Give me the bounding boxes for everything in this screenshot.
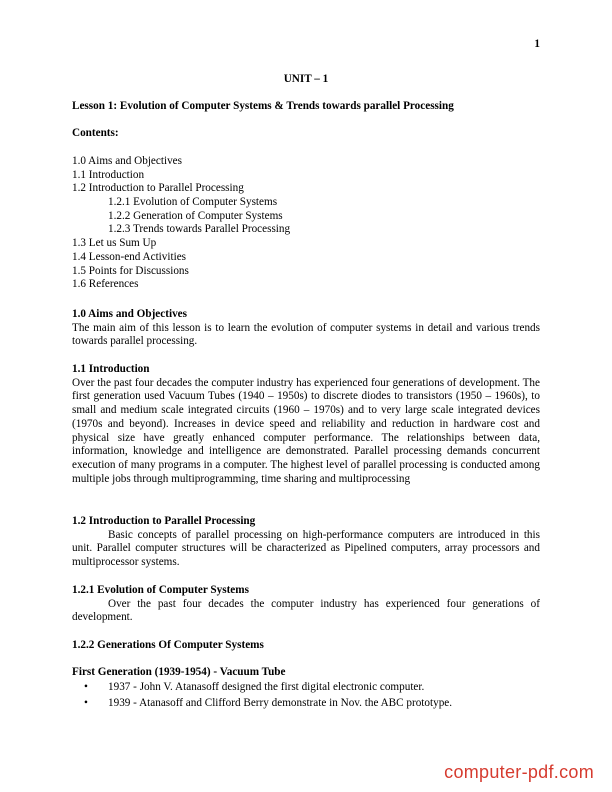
toc-item: 1.6 References xyxy=(72,278,139,291)
page-number: 1 xyxy=(534,38,540,50)
section-body: The main aim of this lesson is to learn the evolution of computer systems in detail and various trends towards parallel processing. xyxy=(72,321,540,348)
section-body: Basic concepts of parallel processing on high-performance computers are introduced in this unit. Parallel computer structures will be characterized as Pipelined computers, array processors and multiprocessor systems. xyxy=(72,528,540,569)
section-heading: 1.2.2 Generations Of Computer Systems xyxy=(72,639,264,651)
list-item xyxy=(84,697,540,713)
section-parallel-intro xyxy=(72,515,540,570)
section-introduction xyxy=(72,363,540,486)
contents-heading: Contents: xyxy=(72,127,119,139)
toc-item: 1.2 Introduction to Parallel Processing xyxy=(72,182,244,195)
section-aims xyxy=(72,308,540,349)
watermark-logo: computer-pdf.com xyxy=(444,762,594,783)
section-heading: First Generation (1939-1954) - Vacuum Tube xyxy=(72,666,286,678)
lesson-title: Lesson 1: Evolution of Computer Systems & Trends towards parallel Processing xyxy=(72,100,454,112)
section-evolution xyxy=(72,584,540,625)
toc-subitem: 1.2.2 Generation of Computer Systems xyxy=(108,209,283,222)
toc-item: 1.3 Let us Sum Up xyxy=(72,237,157,250)
list-item-text: 1939 - Atanasoff and Clifford Berry demonstrate in Nov. the ABC prototype. xyxy=(108,697,453,709)
toc-item: 1.1 Introduction xyxy=(72,168,145,181)
table-of-contents xyxy=(72,155,290,292)
section-body: Over the past four decades the computer industry has experienced four generations of development. The first generation used Vacuum Tubes (1940 – 1950s) to discrete diodes to transistors (1950 – 1960s), to small and medium scale integrated circuits (1960 – 1970s) and to very large scale integrated devices (1970s and beyond). Increases in device speed and reliability and reduction in hardware cost and physical size have greatly enhanced computer performance. The relationships between data, information, knowledge and intelligence are demonstrated. Parallel processing demands concurrent execution of many programs in a computer. The highest level of parallel processing is conducted among multiple jobs through multiprogramming, time sharing and multiprocessing xyxy=(72,376,540,485)
toc-item: 1.0 Aims and Objectives xyxy=(72,155,182,167)
list-item-text: 1937 - John V. Atanasoff designed the first digital electronic computer. xyxy=(108,681,425,693)
section-generations xyxy=(72,639,540,653)
section-heading: 1.1 Introduction xyxy=(72,363,150,375)
toc-subitem: 1.2.1 Evolution of Computer Systems xyxy=(108,196,278,209)
section-body: Over the past four decades the computer industry has experienced four generations of development. xyxy=(72,597,540,624)
section-heading: 1.0 Aims and Objectives xyxy=(72,308,187,320)
section-heading: 1.2 Introduction to Parallel Processing xyxy=(72,515,256,527)
unit-title: UNIT – 1 xyxy=(283,73,329,85)
first-generation-list xyxy=(84,681,540,713)
section-heading: 1.2.1 Evolution of Computer Systems xyxy=(72,584,249,596)
bullet-icon: • xyxy=(84,681,88,693)
section-first-generation xyxy=(72,666,540,680)
toc-item: 1.4 Lesson-end Activities xyxy=(72,250,187,263)
toc-item: 1.5 Points for Discussions xyxy=(72,264,189,277)
toc-subitem: 1.2.3 Trends towards Parallel Processing xyxy=(108,223,291,236)
list-item xyxy=(84,681,540,697)
bullet-icon: • xyxy=(84,697,88,709)
